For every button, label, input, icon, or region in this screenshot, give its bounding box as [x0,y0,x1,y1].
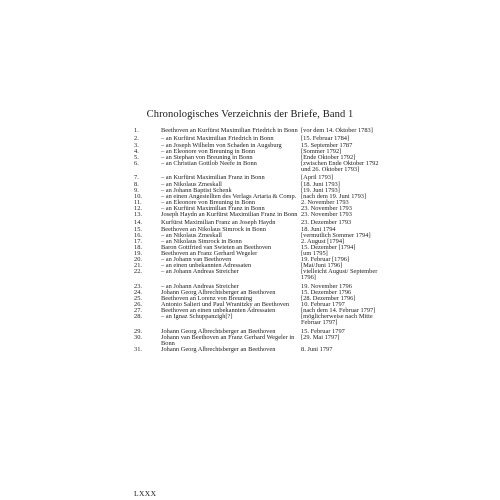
entry-number: 11. [134,198,142,206]
entry-letter: Kurfürst Maximilian Franz an Joseph Haydn [161,219,276,227]
entry-number: 25. [134,295,142,302]
entry-date: [April 1793] [301,174,334,182]
entry-number: 13. [134,211,142,218]
entry-letter: – an Ignaz Schuppanzigh[?] [161,313,233,321]
entry-number: 7. [134,174,139,182]
entry-date: 2. November 1793 [301,198,349,206]
letter-index-list [134,127,379,354]
entry-letter: Johann Georg Albrechtsberger an Beethoven [161,346,276,354]
list-item [134,212,374,218]
entry-date: [Mai/Juni 1796] [301,262,343,270]
list-item [134,159,379,173]
entry-number: 1. [134,127,139,134]
entry-letter: Beethoven an Kurfürst Maximilian Friedrich in Bonn [161,127,298,134]
entry-number: 19. [134,249,142,257]
entry-number: 18. [134,243,142,251]
entry-number: 27. [134,307,142,315]
entry-number: 14. [134,219,142,227]
entry-date: 23. November 1793 [301,204,352,212]
list-item [134,268,378,282]
entry-number: 30. [134,333,142,341]
entry-date: 23. November 1793 [301,211,352,218]
entry-letter: – an Joseph Wilhelm von Schaden in Augsburg [161,141,282,149]
entry-date: 15. Februar 1797 [301,327,345,335]
entry-date: [vermutlich Sommer 1794] [301,231,371,239]
entry-letter: Beethoven an Nikolaus Simrock in Bonn [161,225,266,233]
entry-number: 23. [134,282,142,290]
entry-number: 26. [134,301,142,309]
entry-number: 17. [134,237,142,245]
entry-letter: – an Stephan von Breuning in Bonn [161,153,253,161]
entry-date: [möglicherweise nach Mitte Februar 1797] [301,313,373,327]
entry-date: [Ende Oktober 1792] [301,153,356,161]
entry-number: 20. [134,256,142,264]
entry-letter: Johann van Beethoven an Franz Gerhard Wegeler in Bonn [161,333,295,348]
entry-number: 4. [134,147,139,155]
entry-letter: Baron Gottfried van Swieten an Beethoven [161,243,272,251]
entry-date: 15. September 1787 [301,141,353,149]
entry-date: 2. August [1794] [301,237,345,245]
list-item [134,128,374,134]
entry-letter: Johann Georg Albrechtsberger an Beethoven [161,327,276,335]
entry-letter: – an einen Angestellten des Verlags Artaria & Comp. [161,192,297,200]
entry-date: [nach dem 14. Februar 1797] [301,307,376,315]
entry-date: 23. Dezember 1793 [301,219,352,227]
entry-letter: – an Johann Baptist Schenk [161,186,232,194]
entry-letter: – an Christian Gottlob Neefe in Bonn [161,159,257,167]
entry-letter: – an Kurfürst Maximilian Friedrich in Bonn [161,135,274,143]
entry-date: [um 1795] [301,249,328,257]
entry-number: 6. [134,159,139,167]
page-title: Chronologisches Verzeichnis der Briefe, Band 1 [146,109,354,120]
entry-number: 5. [134,153,139,161]
entry-date: 19. Februar [1796] [301,256,350,264]
entry-date: [29. Mai 1797] [301,333,340,341]
entry-number: 8. [134,180,139,188]
entry-number: 2. [134,135,139,143]
entry-number: 29. [134,327,142,335]
entry-date: [Sommer 1792] [301,147,342,155]
entry-letter: – an Johann Andreas Streicher [161,268,239,276]
entry-number: 22. [134,268,142,276]
entry-date: 15. Dezember 1796 [301,288,352,296]
entry-date: [vor dem 14. Oktober 1783] [301,127,373,134]
entry-number: 12. [134,204,142,212]
entry-date: [nach dem 19. Juni 1793] [301,192,367,200]
entry-number: 9. [134,186,139,194]
entry-date: [15. Februar 1784] [301,135,350,143]
entry-number: 24. [134,288,142,296]
entry-number: 3. [134,141,139,149]
list-item [134,347,374,353]
entry-letter: Antonio Salieri und Paul Wranitzky an Beethoven [161,301,290,309]
entry-letter: – an Eleonore von Breuning in Bonn [161,198,256,206]
entry-date: [19. Juni 1793] [301,186,340,194]
entry-letter: Beethoven an Lorenz von Breuning [161,295,253,302]
entry-letter: – an Kurfürst Maximilian Franz in Bonn [161,204,265,212]
entry-date: 19. November 1796 [301,282,352,290]
list-item [134,314,374,326]
entry-date: [28. Dezember 1796] [301,295,356,302]
entry-letter: – an Eleonore von Breuning in Bonn [161,147,256,155]
entry-number: 28. [134,313,142,321]
entry-letter: – an Nikolaus Simrock in Bonn [161,237,242,245]
entry-letter: – an Kurfürst Maximilian Franz in Bonn [161,174,265,182]
entry-date: [zwischen Ende Oktober 1792 und 26. Oktober 1793] [301,159,379,173]
entry-letter: Beethoven an einen unbekannten Adressaten [161,307,276,315]
entry-letter: Beethoven an Franz Gerhard Wegeler [161,249,258,257]
entry-letter: – an einen unbekannten Adressaten [161,262,252,270]
entry-number: 21. [134,262,142,270]
entry-date: 15. Dezember [1794] [301,243,356,251]
entry-number: 15. [134,225,142,233]
entry-letter: – an Nikolaus Zmeskall [161,231,222,239]
entry-date: [18. Juni 1793] [301,180,340,188]
entry-letter: Johann Georg Albrechtsberger an Beethoven [161,288,276,296]
entry-number: 16. [134,231,142,239]
entry-date: [vielleicht August/ September 1796] [301,268,378,282]
entry-letter: – an Nikolaus Zmeskall [161,180,222,188]
entry-letter: – an Johann van Beethoven [161,256,232,264]
entry-letter: Joseph Haydn an Kurfürst Maximilian Franz in Bonn [161,211,298,218]
entry-number: 10. [134,192,142,200]
entry-date: 18. Juni 1794 [301,225,336,233]
entry-date: 8. Juni 1797 [301,346,333,354]
entry-date: 10. Februar 1797 [301,301,345,309]
page-number: LXXX [134,489,157,498]
entry-letter: – an Johann Andreas Streicher [161,282,239,290]
entry-number: 31. [134,346,142,354]
